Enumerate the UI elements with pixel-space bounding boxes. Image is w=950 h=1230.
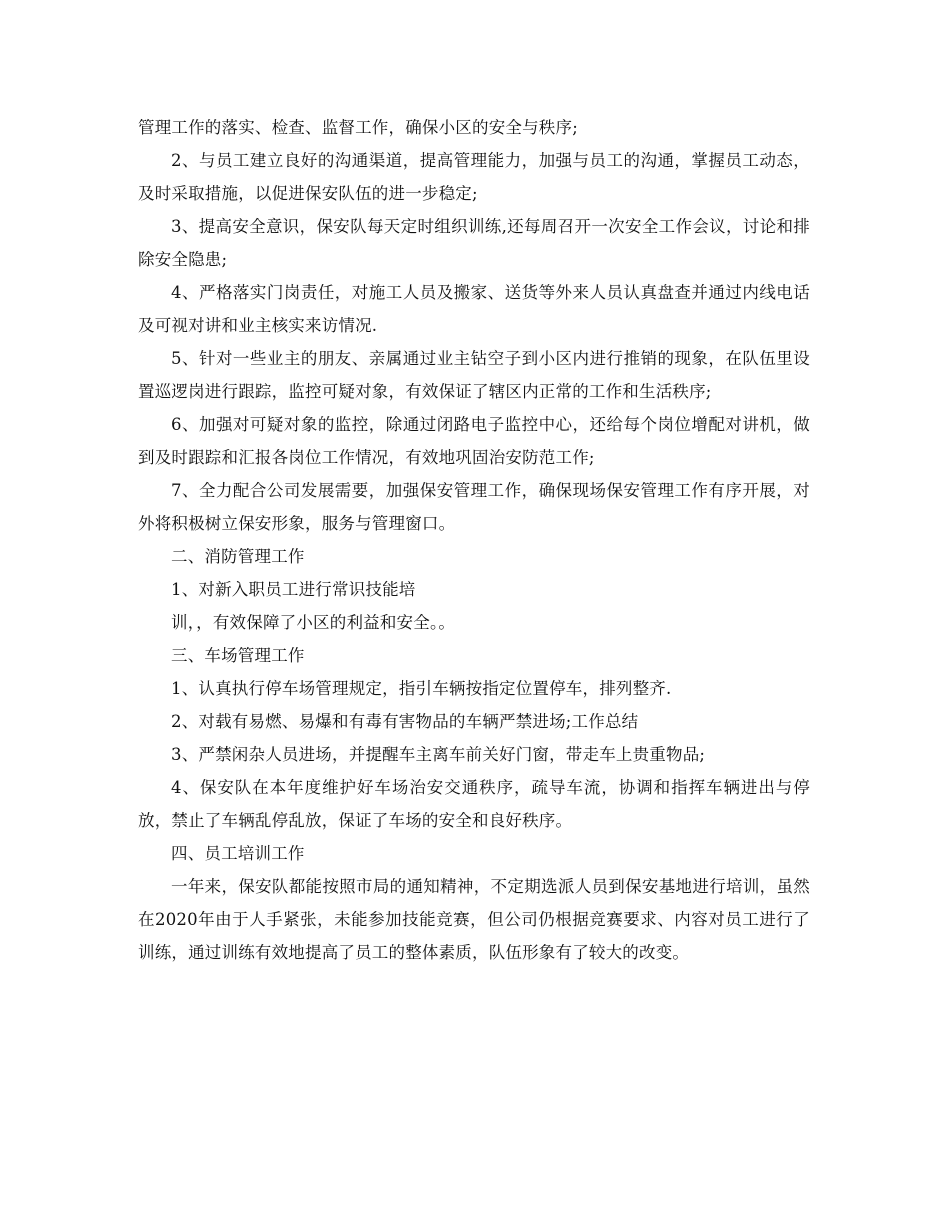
paragraph: 5、针对一些业主的朋友、亲属通过业主钻空子到小区内进行推销的现象，在队伍里设置巡逻岗进行跟踪，监控可疑对象，有效保证了辖区内正常的工作和生活秩序; <box>138 349 810 401</box>
paragraph: 1、认真执行停车场管理规定，指引车辆按指定位置停车，排列整齐. <box>171 679 672 698</box>
paragraph: 6、加强对可疑对象的监控，除通过闭路电子监控中心，还给每个岗位增配对讲机，做到及时跟踪和汇报各岗位工作情况，有效地巩固治安防范工作; <box>138 415 810 467</box>
paragraph: 2、对载有易燃、易爆和有毒有害物品的车辆严禁进场;工作总结 <box>171 712 639 731</box>
paragraph: 7、全力配合公司发展需要，加强保安管理工作，确保现场保安管理工作有序开展，对外将积极树立保安形象，服务与管理窗口。 <box>138 481 810 533</box>
paragraph: 4、保安队在本年度维护好车场治安交通秩序，疏导车流，协调和指挥车辆进出与停放，禁止了车辆乱停乱放，保证了车场的安全和良好秩序。 <box>138 778 810 830</box>
section-heading: 三、车场管理工作 <box>171 646 305 665</box>
section-heading: 二、消防管理工作 <box>171 547 305 566</box>
paragraph: 训，，有效保障了小区的利益和安全。。 <box>171 613 456 632</box>
paragraph: 一年来，保安队都能按照市局的通知精神，不定期选派人员到保安基地进行培训，虽然在2020年由于人手紧张，未能参加技能竞赛，但公司仍根据竞赛要求、内容对员工进行了训练，通过训练有效地提高了员工的整体素质，队伍形象有了较大的改变。 <box>138 877 810 962</box>
document-body <box>138 111 810 969</box>
paragraph: 3、提高安全意识，保安队每天定时组织训练,还每周召开一次安全工作会议，讨论和排除安全隐患; <box>138 217 810 269</box>
paragraph: 2、与员工建立良好的沟通渠道，提高管理能力，加强与员工的沟通，掌握员工动态，及时采取措施，以促进保安队伍的进一步稳定; <box>138 151 810 203</box>
paragraph: 3、严禁闲杂人员进场，并提醒车主离车前关好门窗，带走车上贵重物品; <box>171 745 706 764</box>
paragraph: 1、对新入职员工进行常识技能培 <box>171 580 416 599</box>
paragraph: 管理工作的落实、检查、监督工作，确保小区的安全与秩序; <box>138 118 578 137</box>
paragraph: 4、严格落实门岗责任，对施工人员及搬家、送货等外来人员认真盘查并通过内线电话及可视对讲和业主核实来访情况. <box>138 283 810 335</box>
section-heading: 四、员工培训工作 <box>171 844 305 863</box>
